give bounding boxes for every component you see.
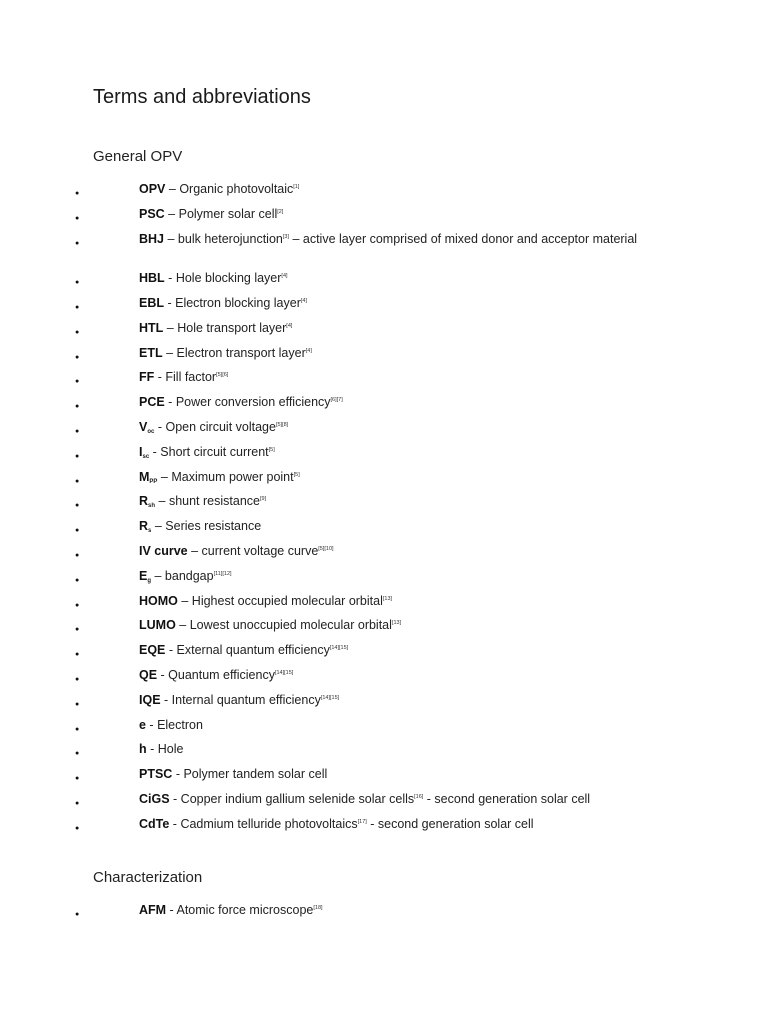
term-abbreviation: e [139, 717, 146, 732]
term-entry [139, 346, 639, 361]
term-subscript: PP [149, 478, 158, 485]
term-entry [139, 519, 639, 534]
term-abbreviation: h [139, 742, 147, 757]
reference-marker[interactable]: [11][12] [213, 570, 232, 577]
term-separator: - [154, 419, 166, 434]
page-title: Terms and abbreviations [93, 86, 311, 108]
bullet-icon: ● [75, 799, 80, 807]
term-entry [139, 445, 639, 460]
term-list-item [0, 494, 768, 519]
term-description: Hole transport layer [177, 320, 287, 335]
term-list-item [0, 519, 768, 544]
term-separator: – [151, 519, 166, 534]
term-list-item [0, 321, 768, 346]
reference-marker[interactable]: [14][15] [329, 645, 349, 652]
bullet-icon: ● [75, 601, 80, 609]
bullet-icon: ● [75, 353, 80, 361]
bullet-icon: ● [75, 239, 80, 247]
term-entry [139, 718, 639, 733]
reference-marker[interactable]: [17] [357, 818, 367, 825]
term-description: Cadmium telluride photovoltaics [180, 816, 358, 831]
term-list-item [0, 296, 768, 321]
bullet-icon: ● [75, 403, 80, 411]
bullet-icon: ● [75, 911, 80, 918]
term-list-item [0, 420, 768, 445]
term-separator: – [164, 206, 179, 221]
term-separator: - [160, 692, 172, 707]
term-separator: – [162, 345, 177, 360]
term-list-item [0, 643, 768, 668]
term-abbreviation: QE [139, 667, 158, 682]
bullet-icon: ● [75, 328, 80, 336]
term-entry [101, 232, 641, 247]
term-list-item [0, 742, 768, 767]
term-entry [139, 321, 639, 336]
bullet-icon: ● [75, 725, 80, 733]
term-separator: - [169, 816, 181, 831]
term-description: Series resistance [165, 519, 262, 534]
term-description: Hole [157, 742, 184, 757]
term-list-item [0, 445, 768, 470]
term-list-item [0, 569, 768, 594]
term-abbreviation: M [139, 469, 150, 484]
term-separator: – [157, 469, 172, 484]
bullet-icon: ● [75, 303, 80, 311]
term-list-item [0, 182, 768, 207]
term-description: Electron blocking layer [175, 295, 301, 310]
term-separator: – [151, 568, 165, 583]
term-entry [139, 420, 639, 435]
term-abbreviation: EBL [139, 295, 164, 310]
term-subscript: sh [148, 503, 156, 510]
term-entry [139, 569, 639, 584]
term-description: current voltage curve [201, 543, 319, 558]
terms-list-characterization [0, 903, 768, 928]
reference-marker[interactable]: [18] [313, 905, 323, 911]
term-entry [139, 544, 639, 559]
term-abbreviation: BHJ [139, 231, 165, 246]
term-list-item [0, 232, 768, 272]
term-entry [139, 643, 639, 658]
reference-marker[interactable]: [5][8] [275, 421, 289, 428]
reference-marker[interactable]: [3] [282, 233, 289, 240]
term-description-extra: - second generation solar cell [366, 816, 534, 831]
term-description: Electron [157, 717, 203, 732]
term-abbreviation: PTSC [139, 767, 173, 782]
term-description: Electron transport layer [176, 345, 306, 360]
term-separator: – [177, 593, 192, 608]
term-abbreviation: IV curve [139, 543, 188, 558]
term-abbreviation: HOMO [139, 593, 178, 608]
term-description: Fill factor [165, 370, 217, 385]
term-abbreviation: LUMO [139, 618, 176, 633]
term-list-item [0, 792, 768, 817]
bullet-icon: ● [75, 502, 80, 510]
term-abbreviation: HTL [139, 320, 164, 335]
term-separator: – [163, 320, 178, 335]
term-description: shunt resistance [168, 494, 260, 509]
term-entry [139, 742, 639, 757]
term-list-item [0, 346, 768, 371]
term-abbreviation: E [139, 568, 148, 583]
term-description: Highest occupied molecular orbital [191, 593, 383, 608]
bullet-icon: ● [75, 214, 80, 222]
term-separator: – [155, 494, 169, 509]
term-entry [139, 271, 639, 286]
term-separator: - [146, 742, 158, 757]
term-separator: - [172, 767, 184, 782]
term-list-item [0, 207, 768, 232]
term-entry [139, 792, 639, 807]
term-entry [139, 182, 639, 197]
bullet-icon: ● [75, 527, 80, 535]
term-entry [139, 903, 639, 918]
term-separator: - [164, 271, 176, 286]
term-description: Polymer solar cell [178, 206, 278, 221]
section-heading-characterization: Characterization [93, 869, 203, 886]
term-description: Maximum power point [171, 469, 294, 484]
term-description: Power conversion efficiency [175, 395, 331, 410]
term-description: bandgap [164, 568, 214, 583]
term-separator: – [175, 618, 190, 633]
bullet-icon: ● [75, 190, 80, 197]
term-list-item [0, 544, 768, 569]
term-abbreviation: EQE [139, 643, 166, 658]
term-description: External quantum efficiency [176, 643, 330, 658]
term-list-item [0, 470, 768, 495]
reference-marker[interactable]: [1] [293, 184, 300, 190]
term-description: Hole blocking layer [175, 271, 282, 286]
bullet-icon: ● [75, 824, 80, 832]
term-separator: - [154, 370, 166, 385]
term-list-item [0, 271, 768, 296]
reference-marker[interactable]: [14][15] [320, 694, 340, 701]
bullet-icon: ● [75, 576, 80, 584]
section-heading-general-opv: General OPV [93, 148, 183, 165]
bullet-icon: ● [75, 279, 80, 287]
term-subscript: g [147, 577, 152, 584]
term-entry [139, 817, 639, 832]
term-separator: - [145, 717, 158, 732]
reference-marker[interactable]: [2] [277, 208, 284, 215]
term-description: Polymer tandem solar cell [183, 767, 328, 782]
bullet-icon: ● [75, 626, 80, 634]
bullet-icon: ● [75, 651, 80, 659]
bullet-icon: ● [75, 378, 80, 386]
term-abbreviation: AFM [139, 903, 167, 917]
term-abbreviation: CiGS [139, 791, 170, 806]
term-description: Internal quantum efficiency [171, 692, 321, 707]
term-subscript: oc [147, 428, 155, 435]
term-abbreviation: CdTe [139, 816, 170, 831]
bullet-icon: ● [75, 551, 80, 559]
term-list-item [0, 903, 768, 928]
term-list-item [0, 767, 768, 792]
term-description: Open circuit voltage [165, 419, 276, 434]
term-description-extra: - second generation solar cell [423, 791, 591, 806]
term-abbreviation: I [139, 444, 143, 459]
term-list-item [0, 817, 768, 842]
term-entry [139, 668, 639, 683]
term-separator: - [166, 903, 177, 917]
reference-marker[interactable]: [5] [268, 446, 275, 453]
term-separator: - [169, 791, 181, 806]
term-abbreviation: PSC [139, 206, 165, 221]
term-separator: - [165, 643, 177, 658]
term-abbreviation: OPV [139, 182, 166, 196]
term-abbreviation: PCE [139, 395, 165, 410]
term-entry [139, 494, 639, 509]
reference-marker[interactable]: [14][15] [274, 669, 294, 676]
term-list-item [0, 718, 768, 743]
reference-marker[interactable]: [13] [382, 595, 393, 602]
term-description: bulk heterojunction [177, 231, 283, 246]
reference-marker[interactable]: [5][10] [318, 545, 334, 552]
reference-marker[interactable]: [5][6] [216, 372, 229, 379]
term-entry [139, 370, 639, 385]
term-separator: - [149, 444, 161, 459]
term-abbreviation: FF [139, 370, 155, 385]
term-separator: – [187, 543, 202, 558]
reference-marker[interactable]: [13] [391, 620, 402, 627]
bullet-icon: ● [75, 700, 80, 708]
term-description-extra: – active layer comprised of mixed donor and acceptor material [288, 231, 638, 246]
term-description: Short circuit current [160, 444, 269, 459]
bullet-icon: ● [75, 452, 80, 460]
reference-marker[interactable]: [16] [414, 793, 424, 800]
term-separator: - [157, 667, 169, 682]
term-list-item [0, 395, 768, 420]
term-entry [139, 296, 639, 311]
term-list-item [0, 618, 768, 643]
term-separator: - [164, 295, 176, 310]
reference-marker[interactable]: [9] [259, 496, 267, 503]
term-abbreviation: V [139, 419, 148, 434]
terms-list-general-opv [0, 182, 768, 842]
reference-marker[interactable]: [4] [281, 273, 288, 280]
bullet-icon: ● [75, 750, 80, 758]
term-description: Lowest unoccupied molecular orbital [189, 618, 392, 633]
term-separator: – [165, 182, 180, 196]
term-entry [139, 470, 639, 485]
term-abbreviation: IQE [139, 692, 161, 707]
term-abbreviation: R [139, 494, 149, 509]
term-entry [139, 594, 639, 609]
bullet-icon: ● [75, 477, 80, 485]
term-list-item [0, 693, 768, 718]
term-entry [139, 618, 639, 633]
term-entry [139, 395, 639, 410]
term-entry [139, 767, 639, 782]
bullet-icon: ● [75, 427, 80, 435]
term-list-item [0, 668, 768, 693]
term-description: Atomic force microscope [176, 903, 314, 917]
bullet-icon: ● [75, 775, 80, 783]
bullet-icon: ● [75, 675, 80, 683]
term-description: Copper indium gallium selenide solar cells [180, 791, 415, 806]
term-entry [139, 207, 639, 222]
reference-marker[interactable]: [6][7] [330, 397, 343, 404]
term-list-item [0, 594, 768, 619]
term-abbreviation: HBL [139, 271, 165, 286]
reference-marker[interactable]: [4] [300, 297, 307, 304]
term-description: Quantum efficiency [168, 667, 275, 682]
term-list-item [0, 370, 768, 395]
term-entry [139, 693, 639, 708]
term-subscript: s [148, 528, 152, 535]
reference-marker[interactable]: [4] [305, 347, 312, 354]
term-separator: - [164, 395, 176, 410]
term-subscript: sc [142, 453, 150, 460]
term-abbreviation: R [139, 519, 149, 534]
reference-marker[interactable]: [5] [293, 471, 300, 478]
term-separator: – [164, 231, 178, 246]
reference-marker[interactable]: [4] [286, 322, 293, 329]
term-description: Organic photovoltaic [179, 182, 294, 196]
term-abbreviation: ETL [139, 345, 163, 360]
